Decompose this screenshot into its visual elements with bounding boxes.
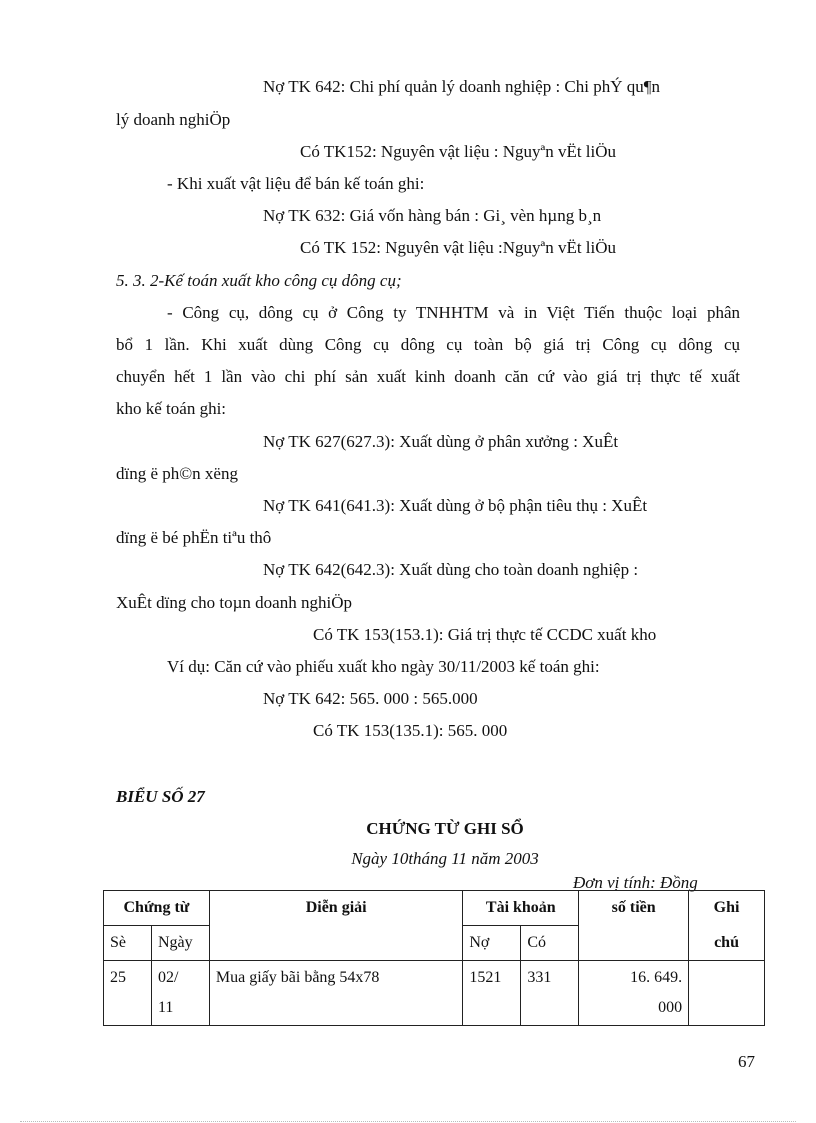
cell-so-tien-line-1: 16. 649. [630,969,683,986]
header-co: Có [521,926,579,961]
line-no-642-amount: Nợ TK 642: 565. 000 : 565.000 [263,689,478,708]
cell-no: 1521 [463,961,521,1026]
header-chu: chú [689,926,765,961]
table-header-row-1 [104,891,765,926]
line-co-153-amount: Có TK 153(135.1): 565. 000 [313,721,508,740]
document-date: Ngày 10tháng 11 năm 2003 [351,849,539,868]
cell-so-tien-line-2: 000 [658,999,683,1016]
cell-so: 25 [104,961,152,1026]
line-dung-o-phan-xuong: dïng ë ph©n xëng [116,464,238,483]
page-number: 67 [738,1052,755,1071]
cell-ngay-line-2: 11 [157,999,174,1016]
line-no-642: Nợ TK 642: Chi phí quản lý doanh nghiệp : Chi phÝ qu¶n [263,77,660,96]
line-dung-o-bo-phan: dïng ë bé phËn tiªu thô [116,528,272,547]
header-so: Sè [104,926,152,961]
line-ly-doanh-nghiep: lý doanh nghiÖp [116,110,231,129]
cell-ghi-chu [689,961,765,1026]
table-row [104,961,765,1026]
cell-so-tien [579,961,689,1026]
header-tai-khoan: Tài khoản [463,891,579,926]
paragraph-line-4: kho kế toán ghi: [116,399,227,418]
header-chung-tu: Chứng từ [104,891,210,926]
line-no-642-3: Nợ TK 642(642.3): Xuất dùng cho toàn doanh nghiệp : [263,560,639,579]
line-co-153: Có TK 153(153.1): Giá trị thực tế CCDC xuất kho [313,625,657,644]
cell-ngay [151,961,209,1026]
voucher-table [103,890,765,1026]
currency-unit: Đơn vị tính: Đồng [573,873,698,892]
line-vi-du: Ví dụ: Căn cứ vào phiếu xuất kho ngày 30/11/2003 kế toán ghi: [167,657,600,676]
header-ghi: Ghi [689,891,765,926]
cell-co: 331 [521,961,579,1026]
header-so-tien: số tiền [579,891,689,961]
bieu-so-label: BIỂU SỐ 27 [116,787,205,806]
header-dien-giai: Diễn giải [209,891,462,961]
paragraph-line-1: - Công cụ, dông cụ ở Công ty TNHHTM và in Việt Tiến thuộc loại phân [167,303,740,322]
header-ngay: Ngày [151,926,209,961]
header-no: Nợ [463,926,521,961]
line-no-641: Nợ TK 641(641.3): Xuất dùng ở bộ phận tiêu thụ : XuÊt [263,496,648,515]
section-heading-5-3-2: 5. 3. 2-Kế toán xuất kho công cụ dông cụ; [116,271,402,290]
cell-dien-giai: Mua giấy bãi bằng 54x78 [209,961,462,1026]
line-khi-xuat: - Khi xuất vật liệu để bán kế toán ghi: [167,174,425,193]
line-no-627: Nợ TK 627(627.3): Xuất dùng ở phân xưởng : XuÊt [263,432,619,451]
line-co-152-b: Có TK 152: Nguyên vật liệu :Nguyªn vËt liÖu [300,238,617,257]
cell-ngay-line-1: 02/ [157,969,179,986]
line-no-632: Nợ TK 632: Giá vốn hàng bán : Gi¸ vèn hµng b¸n [263,206,602,225]
line-xuat-dung-toan-dn: XuÊt dïng cho toµn doanh nghiÖp [116,593,352,612]
page-bottom-divider [20,1121,796,1122]
paragraph-line-2: bổ 1 lần. Khi xuất dùng Công cụ dông cụ toàn bộ giá trị Công cụ dông cụ [116,335,740,354]
paragraph-line-3: chuyển hết 1 lần vào chi phí sản xuất kinh doanh căn cứ vào giá trị thực tế xuất [116,367,740,386]
line-co-152: Có TK152: Nguyên vật liệu : Nguyªn vËt liÖu [300,142,617,161]
document-title: CHỨNG TỪ GHI SỔ [366,819,524,838]
